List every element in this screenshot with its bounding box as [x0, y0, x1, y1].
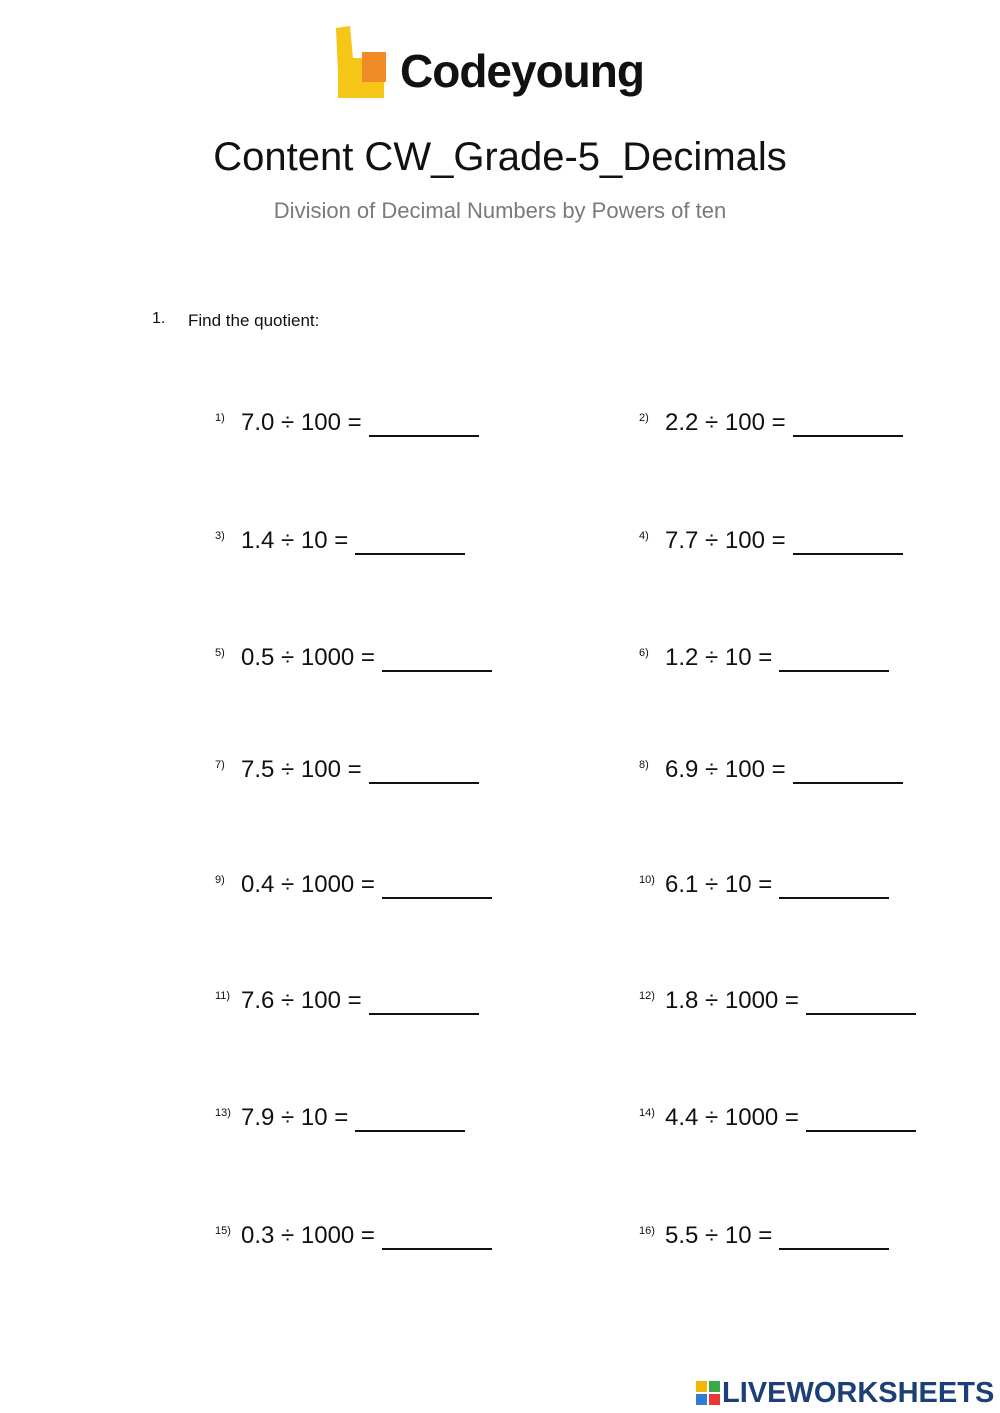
codeyoung-logo-text: Codeyoung	[400, 45, 644, 97]
problem-1	[215, 411, 479, 437]
answer-blank[interactable]	[779, 646, 889, 672]
page-subtitle: Division of Decimal Numbers by Powers of ten	[273, 198, 727, 223]
answer-blank[interactable]	[369, 989, 479, 1015]
problem-expression: 7.6 ÷ 100 =	[241, 987, 362, 1014]
problem-number: 8)	[639, 759, 649, 771]
answer-blank[interactable]	[793, 411, 903, 437]
answer-blank[interactable]	[369, 411, 479, 437]
answer-blank[interactable]	[806, 1106, 916, 1132]
problem-number: 10)	[639, 874, 655, 886]
problem-number: 14)	[639, 1107, 655, 1119]
problem-expression: 1.2 ÷ 10 =	[665, 644, 773, 671]
problem-9	[215, 873, 492, 899]
answer-blank[interactable]	[779, 873, 889, 899]
problem-expression: 1.4 ÷ 10 =	[241, 527, 349, 554]
codeyoung-logo	[332, 26, 692, 106]
problem-15	[215, 1224, 492, 1250]
answer-blank[interactable]	[806, 989, 916, 1015]
problem-expression: 7.5 ÷ 100 =	[241, 756, 362, 783]
problem-13	[215, 1106, 465, 1132]
answer-blank[interactable]	[382, 646, 492, 672]
problem-expression: 7.9 ÷ 10 =	[241, 1104, 349, 1131]
problem-expression: 2.2 ÷ 100 =	[665, 409, 786, 436]
answer-blank[interactable]	[382, 873, 492, 899]
liveworksheets-logo	[696, 1376, 994, 1410]
page-title: Content CW_Grade-5_Decimals	[213, 135, 787, 179]
answer-blank[interactable]	[793, 529, 903, 555]
problem-expression: 0.3 ÷ 1000 =	[241, 1222, 375, 1249]
problem-expression: 6.9 ÷ 100 =	[665, 756, 786, 783]
problem-expression: 6.1 ÷ 10 =	[665, 871, 773, 898]
problem-number: 2)	[639, 412, 649, 424]
problem-5	[215, 646, 492, 672]
problem-number: 4)	[639, 530, 649, 542]
answer-blank[interactable]	[369, 758, 479, 784]
problem-number: 13)	[215, 1107, 231, 1119]
problem-number: 7)	[215, 759, 225, 771]
problem-number: 11)	[215, 990, 231, 1002]
problem-number: 9)	[215, 874, 225, 886]
problem-expression: 1.8 ÷ 1000 =	[665, 987, 799, 1014]
problem-4	[639, 529, 903, 555]
answer-blank[interactable]	[382, 1224, 492, 1250]
problem-10	[639, 873, 889, 899]
answer-blank[interactable]	[779, 1224, 889, 1250]
answer-blank[interactable]	[355, 529, 465, 555]
problem-8	[639, 758, 903, 784]
question-instruction: Find the quotient:	[188, 311, 320, 330]
problem-number: 6)	[639, 647, 649, 659]
problem-number: 1)	[215, 412, 225, 424]
problem-number: 15)	[215, 1225, 231, 1237]
answer-blank[interactable]	[355, 1106, 465, 1132]
problem-6	[639, 646, 889, 672]
problem-7	[215, 758, 479, 784]
problem-number: 12)	[639, 990, 655, 1002]
problem-number: 5)	[215, 647, 225, 659]
problem-expression: 7.0 ÷ 100 =	[241, 409, 362, 436]
problem-expression: 4.4 ÷ 1000 =	[665, 1104, 799, 1131]
problem-number: 3)	[215, 530, 225, 542]
problem-12	[639, 989, 916, 1015]
problem-number: 16)	[639, 1225, 655, 1237]
liveworksheets-text: LIVEWORKSHEETS	[722, 1376, 995, 1409]
problem-expression: 0.5 ÷ 1000 =	[241, 644, 375, 671]
problem-14	[639, 1106, 916, 1132]
answer-blank[interactable]	[793, 758, 903, 784]
problem-expression: 0.4 ÷ 1000 =	[241, 871, 375, 898]
problem-expression: 5.5 ÷ 10 =	[665, 1222, 773, 1249]
problem-2	[639, 411, 903, 437]
problem-3	[215, 529, 465, 555]
problem-11	[215, 989, 479, 1015]
codeyoung-logo-mark	[332, 26, 388, 100]
question-number: 1.	[152, 310, 166, 327]
problem-expression: 7.7 ÷ 100 =	[665, 527, 786, 554]
liveworksheets-mark-icon	[696, 1381, 720, 1405]
problem-16	[639, 1224, 889, 1250]
